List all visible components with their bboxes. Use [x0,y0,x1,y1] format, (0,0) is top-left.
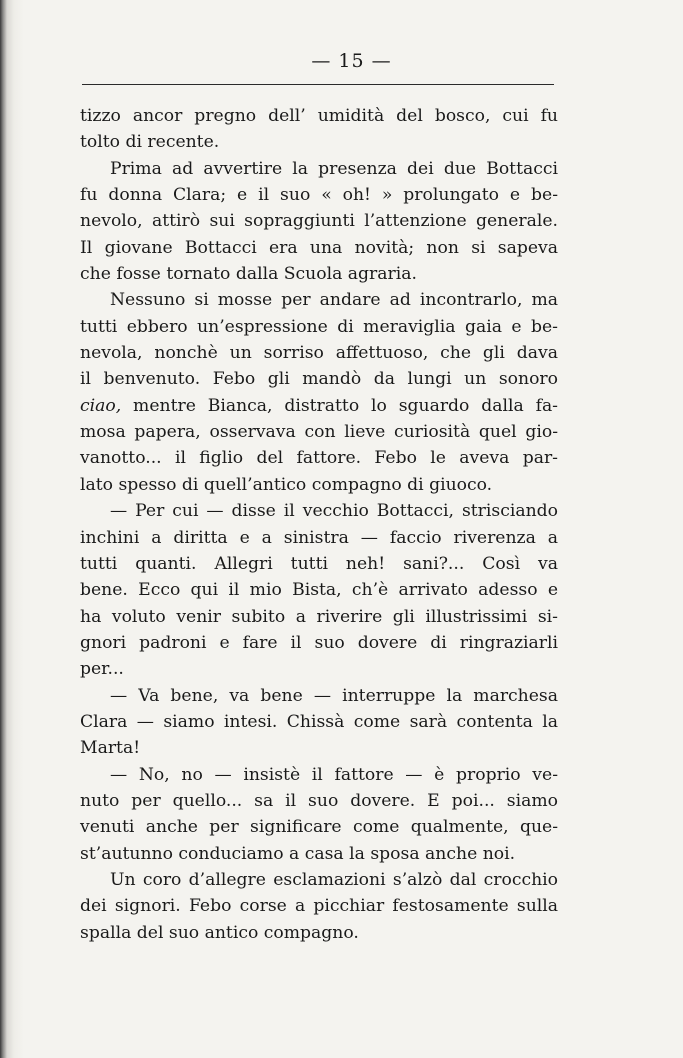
header-rule [82,84,554,85]
text-line: Il giovane Bottacci era una novità; non si sapeva [80,237,558,258]
text-line: Nessuno si mosse per andare ad incontrarlo, ma [110,290,558,311]
text-line: venuti anche per significare come qualmente, que- [80,817,558,838]
text-line: fu donna Clara; e il suo « oh! » prolungato e be- [80,185,558,206]
text-line: tizzo ancor pregno dell’ umidità del bosco, cui fu [80,106,558,126]
text-line: che fosse tornato dalla Scuola agraria. [80,264,417,285]
text-line: st’autunno conduciamo a casa la sposa anche noi. [80,843,516,864]
text-line: Un coro d’allegre esclamazioni s’alzò dal crocchio [110,869,558,890]
text-line: ha voluto venir subito a riverire gli illustrissimi si- [80,606,558,627]
text-line: Marta! [80,738,141,759]
italic-word: ciao, [80,395,122,416]
text-line: per... [80,659,124,680]
text-line [80,393,558,419]
text-line: gnori padroni e fare il suo dovere di ringraziarli [80,632,558,653]
text-line: — Va bene, va bene — interruppe la marchesa [110,685,558,706]
text-line: — Per cui — disse il vecchio Bottacci, strisciando [110,501,558,522]
text-line: mosa papera, osservava con lieve curiosità quel gio- [80,422,558,443]
line-text: mentre Bianca, distratto lo sguardo dalla fa- [121,395,558,416]
text-line: spalla del suo antico compagno. [80,922,359,943]
text-line: nevola, nonchè un sorriso affettuoso, che gli dava [80,343,558,364]
body-text [80,103,558,946]
text-line: bene. Ecco qui il mio Bista, ch’è arrivato adesso e [80,580,558,601]
text-line: inchini a diritta e a sinistra — faccio riverenza a [80,527,558,548]
text-line: lato spesso di quell’antico compagno di giuoco. [80,474,493,495]
text-line: il benvenuto. Febo gli mandò da lungi un sonoro [80,369,558,390]
text-line: Prima ad avvertire la presenza dei due Bottacci [110,158,558,179]
text-line: — No, no — insistè il fattore — è proprio ve- [110,764,558,785]
text-line: vanotto... il figlio del fattore. Febo le aveva par- [80,448,558,469]
text-line: tolto di recente. [80,132,220,153]
text-line: tutti ebbero un’espressione di meraviglia gaia e be- [80,316,558,337]
text-line: tutti quanti. Allegri tutti neh! sani?... Così va [80,553,558,574]
text-line: nevolo, attirò sui sopraggiunti l’attenzione generale. [80,211,558,232]
text-line: nuto per quello... sa il suo dovere. E poi... siamo [80,790,558,811]
text-line: dei signori. Febo corse a picchiar festosamente sulla [80,896,558,917]
page-number: — 15 — [311,50,392,72]
text-line: Clara — siamo intesi. Chissà come sarà contenta la [80,711,558,732]
